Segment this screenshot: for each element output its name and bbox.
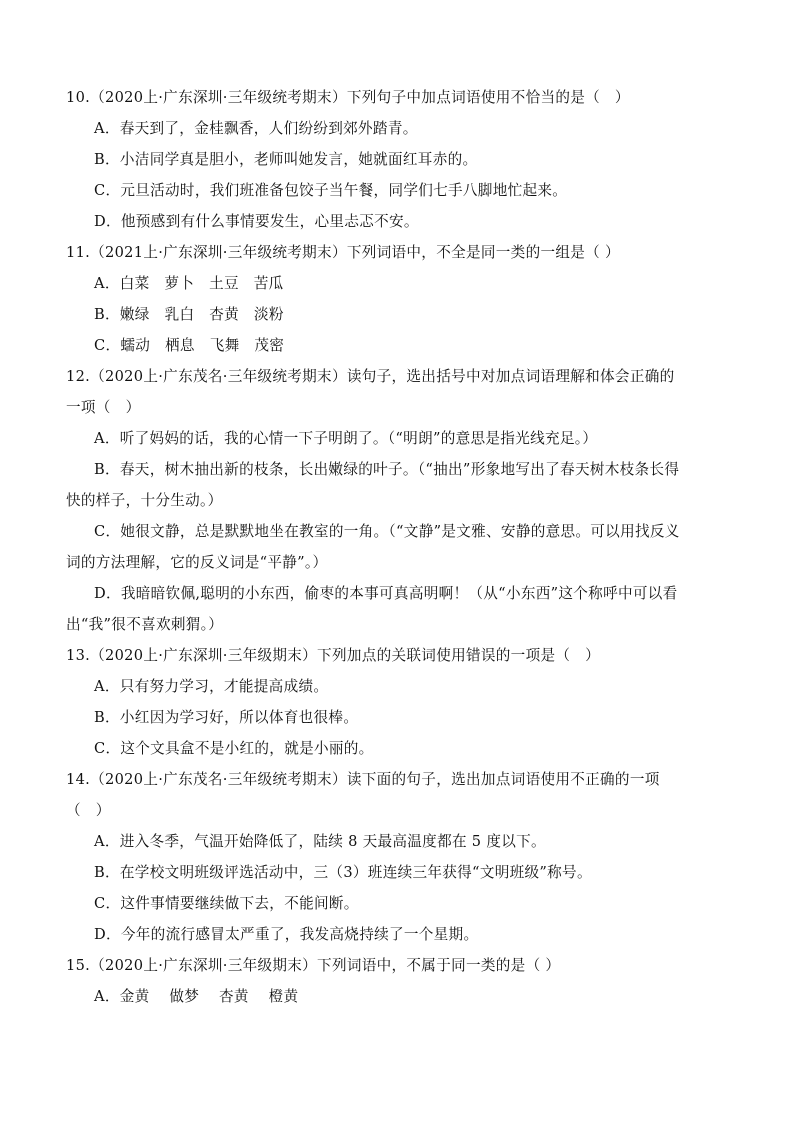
question-12-stem: 12.（2020上·广东茂名·三年级统考期末）读句子，选出括号中对加点词语理解和体会正确的 bbox=[66, 368, 675, 385]
question-15-stem: 15.（2020上·广东深圳·三年级期末）下列词语中，不属于同一类的是（ ） bbox=[66, 957, 561, 974]
question-10-stem: 10.（2020上·广东深圳·三年级统考期末）下列句子中加点词语使用不恰当的是（ ） bbox=[66, 89, 630, 106]
question-14-option-c: C．这件事情要继续做下去，不能间断。 bbox=[94, 895, 359, 912]
question-10-option-d: D．他预感到有什么事情要发生，心里忐忑不安。 bbox=[94, 213, 419, 230]
question-13-option-c: C．这个文具盒不是小红的，就是小丽的。 bbox=[94, 740, 374, 757]
question-12-option-c-continued: 词的方法理解，它的反义词是“平静”。） bbox=[66, 554, 328, 571]
question-list bbox=[66, 82, 728, 1012]
question-12-option-d: D．我暗暗钦佩,聪明的小东西，偷枣的本事可真高明啊！（从“小东西”这个称呼中可以看 bbox=[94, 585, 678, 602]
question-11-option-b: B．嫩绿 乳白 杏黄 淡粉 bbox=[94, 306, 284, 323]
question-11-option-c: C．蠕动 栖息 飞舞 茂密 bbox=[94, 337, 285, 354]
question-14-stem: 14.（2020上·广东茂名·三年级统考期末）读下面的句子，选出加点词语使用不正确的一项 bbox=[66, 771, 660, 788]
question-13-option-a: A．只有努力学习，才能提高成绩。 bbox=[94, 678, 329, 695]
question-12-option-b: B．春天，树木抽出新的枝条，长出嫩绿的叶子。（“抽出”形象地写出了春天树木枝条长得 bbox=[94, 461, 680, 478]
question-14-option-d: D．今年的流行感冒太严重了，我发高烧持续了一个星期。 bbox=[94, 926, 479, 943]
question-14-stem-continued: （ ） bbox=[66, 802, 111, 819]
question-10-option-c: C．元旦活动时，我们班准备包饺子当午餐，同学们七手八脚地忙起来。 bbox=[94, 182, 568, 199]
question-11-option-a: A．白菜 萝卜 土豆 苦瓜 bbox=[94, 275, 284, 292]
question-14-option-b: B．在学校文明班级评选活动中，三（3）班连续三年获得“文明班级”称号。 bbox=[94, 864, 592, 881]
question-12-option-b-continued: 快的样子，十分生动。） bbox=[66, 492, 223, 509]
question-12-option-c: C．她很文静，总是默默地坐在教室的一角。（“文静”是文雅、安静的意思。可以用找反义 bbox=[94, 523, 680, 540]
question-13-option-b: B．小红因为学习好，所以体育也很棒。 bbox=[94, 709, 359, 726]
question-15-option-a: A．金黄 做梦 杏黄 橙黄 bbox=[94, 988, 299, 1005]
question-12-option-d-continued: 出“我”很不喜欢刺猬。） bbox=[66, 616, 224, 633]
question-10-option-b: B．小洁同学真是胆小，老师叫她发言，她就面红耳赤的。 bbox=[94, 151, 478, 168]
question-10-option-a: A．春天到了，金桂飘香，人们纷纷到郊外踏青。 bbox=[94, 120, 418, 137]
question-14-option-a: A．进入冬季，气温开始降低了，陆续 8 天最高温度都在 5 度以下。 bbox=[94, 833, 546, 850]
question-11-stem: 11.（2021上·广东深圳·三年级统考期末）下列词语中，不全是同一类的一组是（ ） bbox=[66, 244, 620, 261]
question-13-stem: 13.（2020上·广东深圳·三年级期末）下列加点的关联词使用错误的一项是（ ） bbox=[66, 647, 601, 664]
question-12-stem-continued: 一项（ ） bbox=[66, 399, 141, 416]
question-12-option-a: A．听了妈妈的话，我的心情一下子明朗了。（“明朗”的意思是指光线充足。） bbox=[94, 430, 598, 447]
